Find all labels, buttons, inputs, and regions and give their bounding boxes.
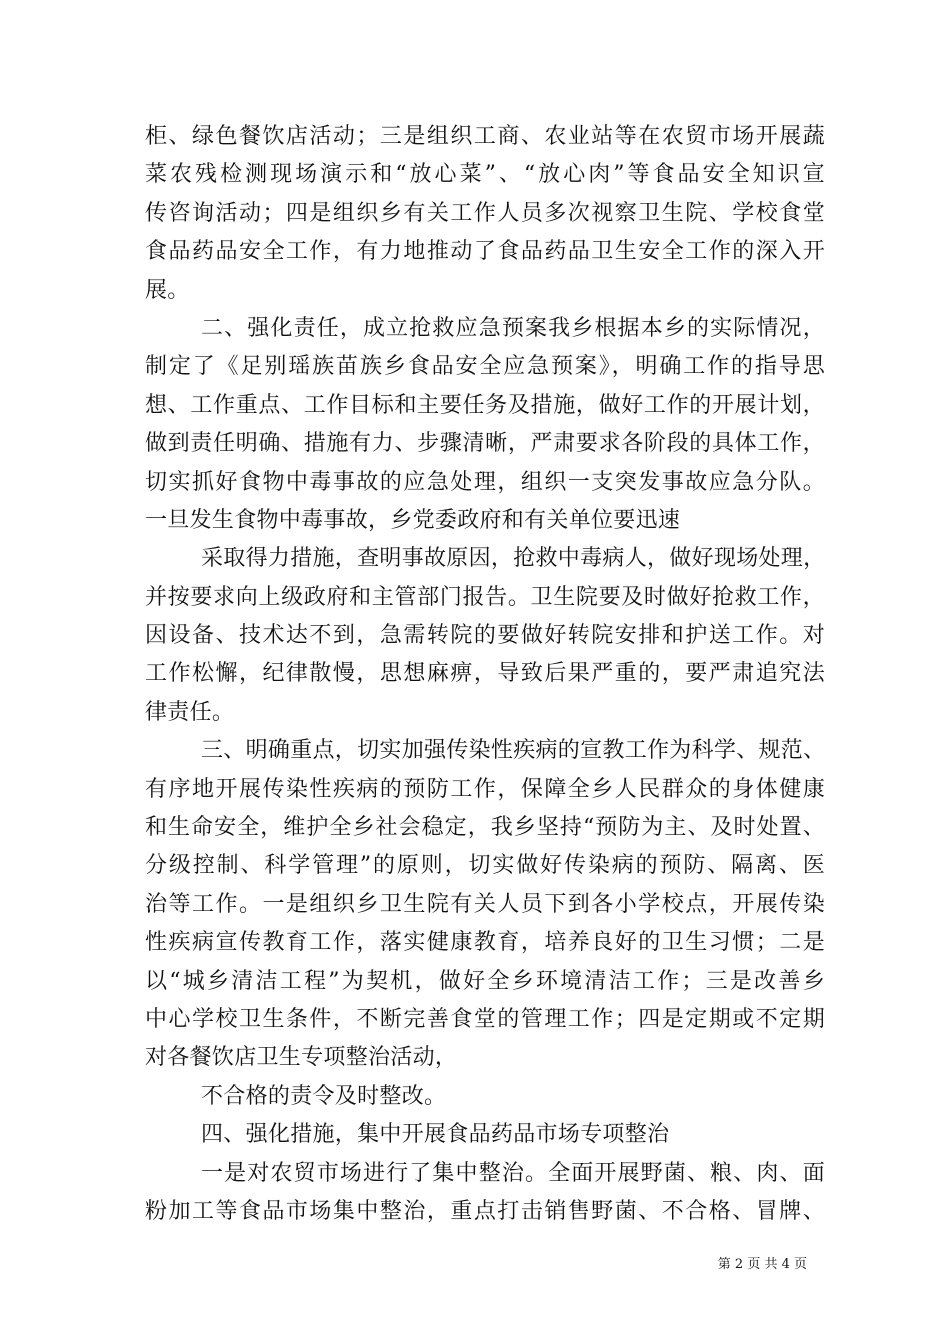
text-line: 切实抓好食物中毒事故的应急处理，组织一支突发事故应急分队。 [145, 469, 825, 495]
text-line: 柜、绿色餐饮店活动；三是组织工商、农业站等在农贸市场开展蔬 [145, 124, 825, 149]
text-line: 治等工作。一是组织乡卫生院有关人员下到各小学校点，开展传染 [145, 891, 825, 917]
paragraph-start-line: 二、强化责任，成立抢救应急预案我乡根据本乡的实际情况， [201, 315, 825, 341]
text-line: 制定了《足别瑶族苗族乡食品安全应急预案》，明确工作的指导思 [145, 354, 825, 380]
paragraph-start-line: 三、明确重点，切实加强传染性疾病的宣教工作为科学、规范、 [201, 738, 826, 764]
text-line: 分级控制、科学管理”的原则，切实做好传染病的预防、隔离、医 [145, 853, 825, 879]
text-line: 传咨询活动；四是组织乡有关工作人员多次视察卫生院、学校食堂 [145, 200, 825, 226]
text-line: 工作松懈，纪律散慢，思想麻痹，导致后果严重的，要严肃追究法 [145, 661, 825, 687]
document-body [145, 118, 825, 1231]
text-line: 有序地开展传染性疾病的预防工作，保障全乡人民群众的身体健康 [145, 776, 825, 802]
text-line: 并按要求向上级政府和主管部门报告。卫生院要及时做好抢救工作， [145, 584, 825, 610]
text-line: 和生命安全，维护全乡社会稳定，我乡坚持“预防为主、及时处置、 [145, 815, 825, 841]
text-line: 对各餐饮店卫生专项整治活动， [145, 1045, 458, 1071]
text-line: 粉加工等食品市场集中整治，重点打击销售野菌、不合格、冒牌、 [145, 1198, 825, 1224]
text-line: 律责任。 [145, 699, 235, 725]
text-line: 做到责任明确、措施有力、步骤清晰，严肃要求各阶段的具体工作， [145, 431, 825, 457]
text-line: 菜农残检测现场演示和“放心菜”、“放心肉”等食品安全知识宣 [145, 162, 825, 188]
text-line: 一旦发生食物中毒事故，乡党委政府和有关单位要迅速 [145, 507, 681, 533]
paragraph-start-line: 一是对农贸市场进行了集中整治。全面开展野菌、粮、肉、面 [201, 1160, 825, 1186]
text-line: 以“城乡清洁工程”为契机，做好全乡环境清洁工作；三是改善乡 [145, 968, 825, 994]
paragraph-start-line: 不合格的责令及时整改。 [201, 1083, 447, 1109]
text-line: 中心学校卫生条件，不断完善食堂的管理工作；四是定期或不定期 [145, 1006, 825, 1032]
page-number-footer: 第 2 页 共 4 页 [717, 1257, 807, 1272]
text-line: 想、工作重点、工作目标和主要任务及措施，做好工作的开展计划， [145, 392, 825, 418]
text-line: 食品药品安全工作，有力地推动了食品药品卫生安全工作的深入开 [145, 239, 825, 265]
text-line: 性疾病宣传教育工作，落实健康教育，培养良好的卫生习惯；二是 [145, 930, 825, 956]
text-line: 展。 [145, 277, 190, 303]
text-line: 因设备、技术达不到，急需转院的要做好转院安排和护送工作。对 [145, 623, 825, 649]
section-heading: 四、强化措施，集中开展食品药品市场专项整治 [201, 1122, 670, 1148]
paragraph-start-line: 采取得力措施，查明事故原因，抢救中毒病人，做好现场处理， [201, 546, 826, 572]
